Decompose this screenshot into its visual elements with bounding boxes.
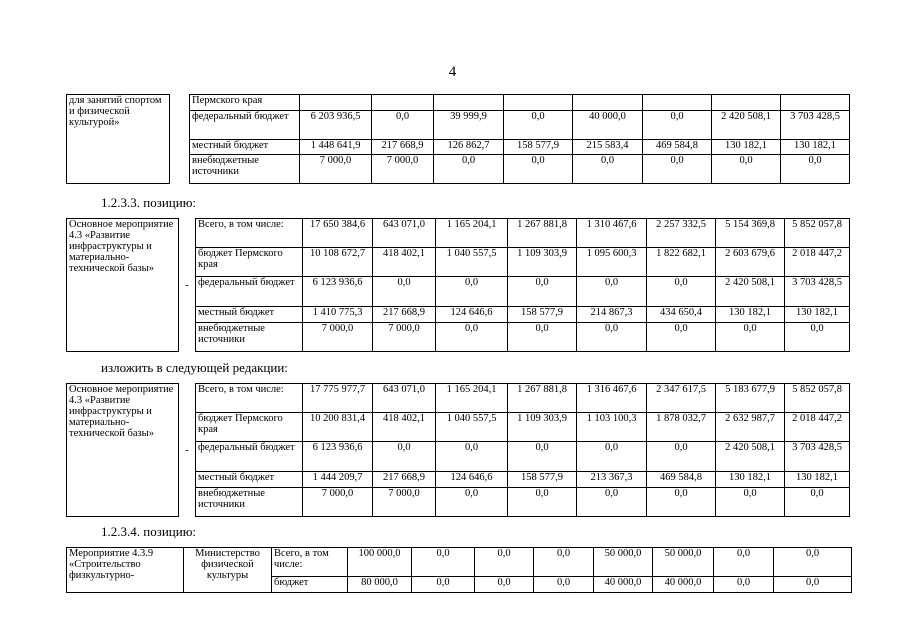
amount-cell: 1 448 641,9	[300, 140, 372, 155]
amount-cell: 10 200 831,4	[303, 413, 373, 442]
amount-cell: 0,0	[643, 155, 712, 184]
amount-cell: 0,0	[774, 577, 852, 593]
funding-source-cell: бюджет	[272, 577, 348, 593]
amount-cell: 0,0	[716, 323, 785, 352]
amount-cell: 2 603 679,6	[716, 248, 785, 277]
amount-cell	[434, 95, 504, 111]
amount-cell: 1 165 204,1	[436, 219, 508, 248]
section-heading-new-edition: изложить в следующей редакции:	[101, 360, 288, 375]
funding-source-cell: внебюджетные источники	[190, 155, 300, 184]
funding-source-cell: федеральный бюджет	[196, 277, 303, 307]
amount-cell: 130 182,1	[781, 140, 850, 155]
table-row	[67, 95, 850, 111]
amount-cell: 40 000,0	[573, 111, 643, 140]
amount-cell: 2 018 447,2	[785, 248, 850, 277]
activity-name-cell: для занятий спортом и физической культурой»	[67, 95, 170, 184]
funding-source-cell: бюджет Пермского края	[196, 248, 303, 277]
amount-cell: 213 367,3	[577, 472, 647, 488]
funding-source-cell: бюджет Пермского края	[196, 413, 303, 442]
amount-cell: 50 000,0	[594, 548, 653, 577]
amount-cell	[781, 95, 850, 111]
amount-cell: 0,0	[577, 323, 647, 352]
funding-source-cell: федеральный бюджет	[196, 442, 303, 472]
amount-cell: 0,0	[504, 111, 573, 140]
amount-cell: 0,0	[508, 323, 577, 352]
amount-cell: 215 583,4	[573, 140, 643, 155]
amount-cell: 3 703 428,5	[781, 111, 850, 140]
amount-cell: 158 577,9	[508, 472, 577, 488]
table-row	[67, 219, 850, 248]
amount-cell: 158 577,9	[504, 140, 573, 155]
amount-cell: 2 420 508,1	[716, 277, 785, 307]
amount-cell: 7 000,0	[303, 323, 373, 352]
amount-cell: 0,0	[785, 323, 850, 352]
amount-cell: 0,0	[436, 323, 508, 352]
amount-cell	[643, 95, 712, 111]
funding-source-cell: местный бюджет	[196, 307, 303, 323]
amount-cell: 40 000,0	[594, 577, 653, 593]
amount-cell: 158 577,9	[508, 307, 577, 323]
funding-source-cell: Всего, в том числе:	[196, 384, 303, 413]
amount-cell: 39 999,9	[434, 111, 504, 140]
amount-cell: 0,0	[508, 277, 577, 307]
amount-cell: 0,0	[504, 155, 573, 184]
amount-cell: 1 310 467,6	[577, 219, 647, 248]
participant-dash-cell: -	[185, 279, 189, 291]
amount-cell: 0,0	[412, 548, 475, 577]
amount-cell	[712, 95, 781, 111]
page-number: 4	[448, 64, 457, 80]
activity-name-cell: Основное мероприятие 4.3 «Развитие инфраструктуры и материально-технической базы»	[67, 384, 179, 517]
funding-table-current	[66, 218, 850, 352]
funding-table-continuation	[66, 94, 850, 184]
amount-cell: 0,0	[647, 277, 716, 307]
participant-dash-cell: -	[185, 444, 189, 456]
amount-cell: 0,0	[643, 111, 712, 140]
funding-source-cell: внебюджетные источники	[196, 323, 303, 352]
amount-cell: 3 703 428,5	[785, 277, 850, 307]
amount-cell: 0,0	[434, 155, 504, 184]
amount-cell: 6 123 936,6	[303, 442, 373, 472]
amount-cell: 0,0	[577, 442, 647, 472]
table-row	[67, 384, 850, 413]
amount-cell: 5 852 057,8	[785, 219, 850, 248]
amount-cell: 7 000,0	[373, 488, 436, 517]
amount-cell: 2 420 508,1	[716, 442, 785, 472]
amount-cell: 1 040 557,5	[436, 413, 508, 442]
amount-cell: 130 182,1	[712, 140, 781, 155]
amount-cell: 0,0	[647, 488, 716, 517]
amount-cell: 7 000,0	[300, 155, 372, 184]
amount-cell: 0,0	[412, 577, 475, 593]
amount-cell: 2 257 332,5	[647, 219, 716, 248]
amount-cell: 0,0	[373, 277, 436, 307]
amount-cell: 1 040 557,5	[436, 248, 508, 277]
amount-cell: 1 267 881,8	[508, 384, 577, 413]
funding-table-new	[66, 383, 850, 517]
amount-cell: 126 862,7	[434, 140, 504, 155]
amount-cell: 0,0	[436, 277, 508, 307]
amount-cell: 3 703 428,5	[785, 442, 850, 472]
amount-cell: 50 000,0	[653, 548, 714, 577]
amount-cell: 124 646,6	[436, 472, 508, 488]
amount-cell: 0,0	[714, 548, 774, 577]
amount-cell: 1 410 775,3	[303, 307, 373, 323]
activity-name-cell: Основное мероприятие 4.3 «Развитие инфраструктуры и материально-технической базы»	[67, 219, 179, 352]
funding-table-activity-4-3-9	[66, 547, 852, 593]
table-row	[67, 548, 852, 577]
amount-cell: 6 203 936,5	[300, 111, 372, 140]
amount-cell: 0,0	[714, 577, 774, 593]
amount-cell: 0,0	[647, 442, 716, 472]
amount-cell: 2 347 617,5	[647, 384, 716, 413]
amount-cell: 0,0	[372, 111, 434, 140]
amount-cell: 130 182,1	[785, 307, 850, 323]
amount-cell: 469 584,8	[643, 140, 712, 155]
amount-cell: 217 668,9	[373, 472, 436, 488]
amount-cell: 100 000,0	[348, 548, 412, 577]
amount-cell: 1 878 032,7	[647, 413, 716, 442]
amount-cell	[504, 95, 573, 111]
funding-source-cell: федеральный бюджет	[190, 111, 300, 140]
funding-source-cell: местный бюджет	[196, 472, 303, 488]
amount-cell: 0,0	[573, 155, 643, 184]
amount-cell: 130 182,1	[716, 472, 785, 488]
amount-cell: 124 646,6	[436, 307, 508, 323]
amount-cell: 7 000,0	[303, 488, 373, 517]
funding-source-cell: Всего, в том числе:	[272, 548, 348, 577]
amount-cell: 1 444 209,7	[303, 472, 373, 488]
amount-cell: 6 123 936,6	[303, 277, 373, 307]
amount-cell: 643 071,0	[373, 219, 436, 248]
amount-cell: 0,0	[508, 488, 577, 517]
amount-cell: 130 182,1	[716, 307, 785, 323]
amount-cell: 0,0	[534, 577, 594, 593]
activity-name-cell: Мероприятие 4.3.9 «Строительство физкультурно-	[67, 548, 184, 593]
amount-cell: 214 867,3	[577, 307, 647, 323]
amount-cell: 1 822 682,1	[647, 248, 716, 277]
amount-cell: 0,0	[716, 488, 785, 517]
amount-cell: 17 650 384,6	[303, 219, 373, 248]
amount-cell: 0,0	[475, 577, 534, 593]
amount-cell: 418 402,1	[373, 248, 436, 277]
amount-cell	[372, 95, 434, 111]
amount-cell: 1 103 100,3	[577, 413, 647, 442]
amount-cell: 0,0	[534, 548, 594, 577]
amount-cell	[573, 95, 643, 111]
amount-cell	[300, 95, 372, 111]
funding-source-cell: Всего, в том числе:	[196, 219, 303, 248]
amount-cell: 1 095 600,3	[577, 248, 647, 277]
amount-cell: 0,0	[712, 155, 781, 184]
amount-cell: 17 775 977,7	[303, 384, 373, 413]
amount-cell: 0,0	[436, 442, 508, 472]
amount-cell: 434 650,4	[647, 307, 716, 323]
amount-cell: 5 154 369,8	[716, 219, 785, 248]
amount-cell: 0,0	[436, 488, 508, 517]
funding-source-cell: местный бюджет	[190, 140, 300, 155]
amount-cell: 5 852 057,8	[785, 384, 850, 413]
amount-cell: 0,0	[577, 488, 647, 517]
amount-cell: 643 071,0	[373, 384, 436, 413]
amount-cell: 0,0	[373, 442, 436, 472]
amount-cell: 0,0	[774, 548, 852, 577]
funding-source-cell: внебюджетные источники	[196, 488, 303, 517]
amount-cell: 2 632 987,7	[716, 413, 785, 442]
amount-cell: 0,0	[475, 548, 534, 577]
amount-cell: 0,0	[577, 277, 647, 307]
amount-cell: 130 182,1	[785, 472, 850, 488]
amount-cell: 2 420 508,1	[712, 111, 781, 140]
amount-cell: 0,0	[781, 155, 850, 184]
section-heading-1-2-3-4: 1.2.3.4. позицию:	[101, 524, 197, 539]
funding-source-cell: Пермского края	[190, 95, 300, 111]
amount-cell: 2 018 447,2	[785, 413, 850, 442]
amount-cell: 5 183 677,9	[716, 384, 785, 413]
amount-cell: 0,0	[508, 442, 577, 472]
amount-cell: 0,0	[785, 488, 850, 517]
amount-cell: 1 109 303,9	[508, 248, 577, 277]
amount-cell: 418 402,1	[373, 413, 436, 442]
amount-cell: 1 267 881,8	[508, 219, 577, 248]
participant-cell	[170, 95, 190, 184]
amount-cell: 217 668,9	[373, 307, 436, 323]
amount-cell: 80 000,0	[348, 577, 412, 593]
amount-cell: 1 316 467,6	[577, 384, 647, 413]
section-heading-1-2-3-3: 1.2.3.3. позицию:	[101, 195, 197, 210]
amount-cell: 1 109 303,9	[508, 413, 577, 442]
amount-cell: 217 668,9	[372, 140, 434, 155]
amount-cell: 7 000,0	[373, 323, 436, 352]
amount-cell: 0,0	[647, 323, 716, 352]
amount-cell: 1 165 204,1	[436, 384, 508, 413]
amount-cell: 469 584,8	[647, 472, 716, 488]
executor-cell: Министерство физической культуры	[184, 548, 272, 593]
amount-cell: 40 000,0	[653, 577, 714, 593]
amount-cell: 10 108 672,7	[303, 248, 373, 277]
amount-cell: 7 000,0	[372, 155, 434, 184]
